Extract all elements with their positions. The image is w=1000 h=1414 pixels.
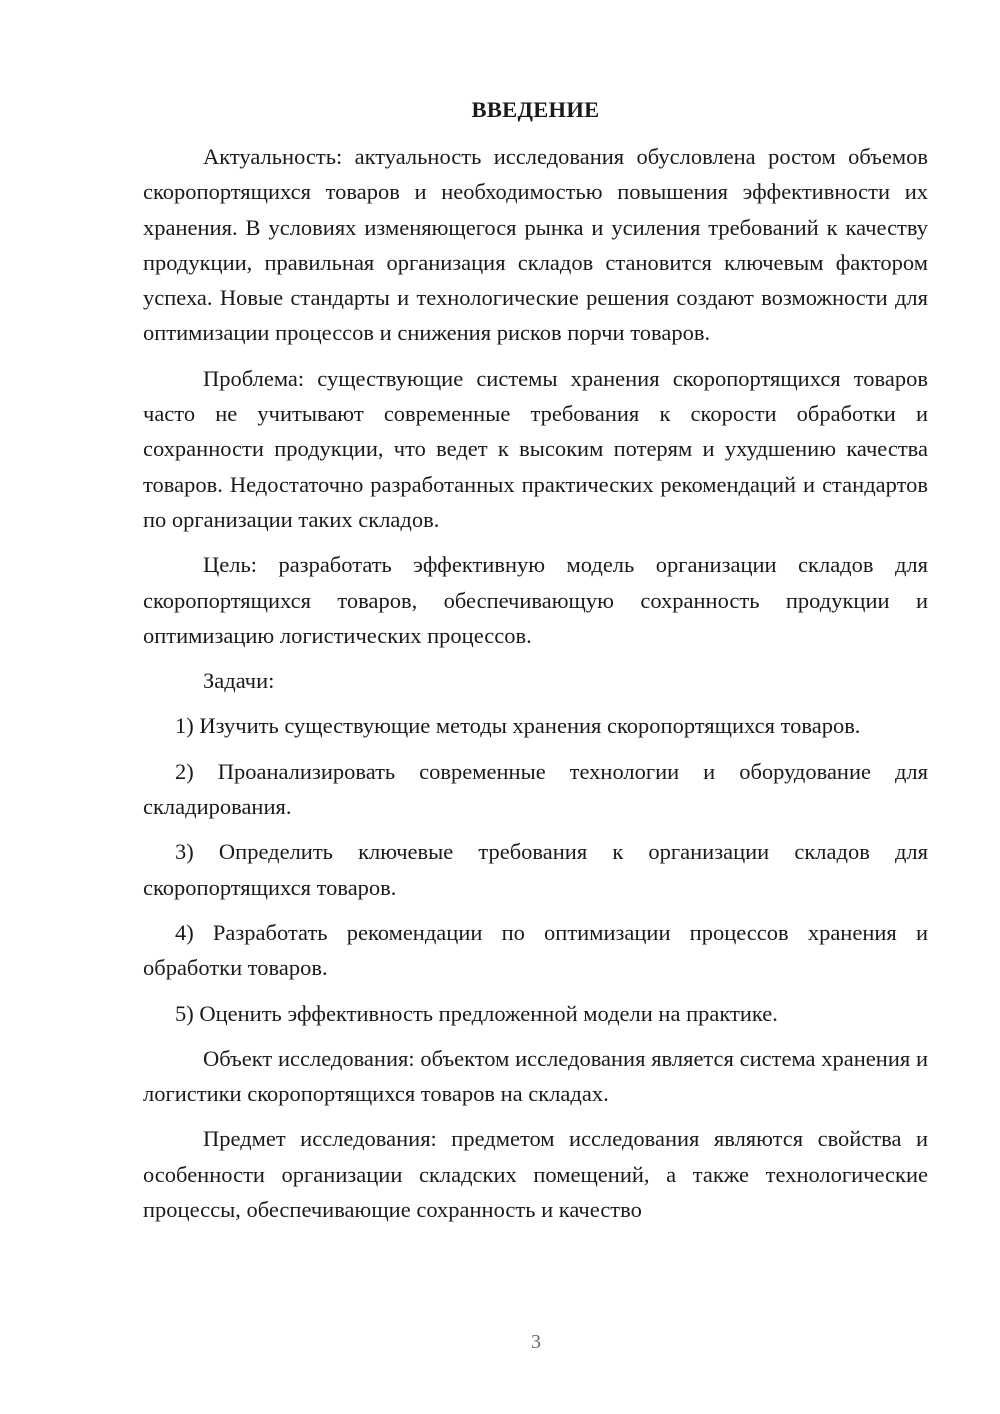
page-number: 3 — [531, 1331, 541, 1353]
task-item-4: 4) Разработать рекомендации по оптимизации процессов хранения и обработки товаров. — [143, 919, 928, 981]
page-content — [143, 92, 928, 1227]
relevance-paragraph: Актуальность: актуальность исследования обусловлена ростом объемов скоропортящихся товаров и необходимостью повышения эффективности их хранения. В условиях изменяющегося рынка и усиления требований к качеству продукции, правильная организация складов становится ключевым фактором успеха. Новые стандарты и технологические решения создают возможности для оптимизации процессов и снижения рисков порчи товаров. — [143, 144, 928, 346]
subject-paragraph: Предмет исследования: предметом исследования являются свойства и особенности организации складских помещений, а также технологические процессы, обеспечивающие сохранность и качество — [143, 1126, 928, 1223]
page-title: ВВЕДЕНИЕ — [471, 97, 600, 122]
tasks-heading: Задачи: — [203, 668, 275, 694]
task-item-2: 2) Проанализировать современные технологии и оборудование для складирования. — [143, 758, 928, 820]
object-paragraph: Объект исследования: объектом исследования является система хранения и логистики скоропортящихся товаров на складах. — [143, 1045, 928, 1107]
task-item-3: 3) Определить ключевые требования к организации складов для скоропортящихся товаров. — [143, 839, 928, 900]
task-item-5: 5) Оценить эффективность предложенной модели на практике. — [175, 1000, 778, 1026]
task-item-1: 1) Изучить существующие методы хранения скоропортящихся товаров. — [175, 713, 861, 739]
problem-paragraph: Проблема: существующие системы хранения скоропортящихся товаров часто не учитывают современные требования к скорости обработки и сохранности продукции, что ведет к высоким потерям и ухудшению качества товаров. Недостаточно разработанных практических рекомендаций и стандартов по организации таких складов. — [143, 365, 928, 532]
goal-paragraph: Цель: разработать эффективную модель организации складов для скоропортящихся товаров, обеспечивающую сохранность продукции и оптимизацию логистических процессов. — [143, 552, 928, 648]
